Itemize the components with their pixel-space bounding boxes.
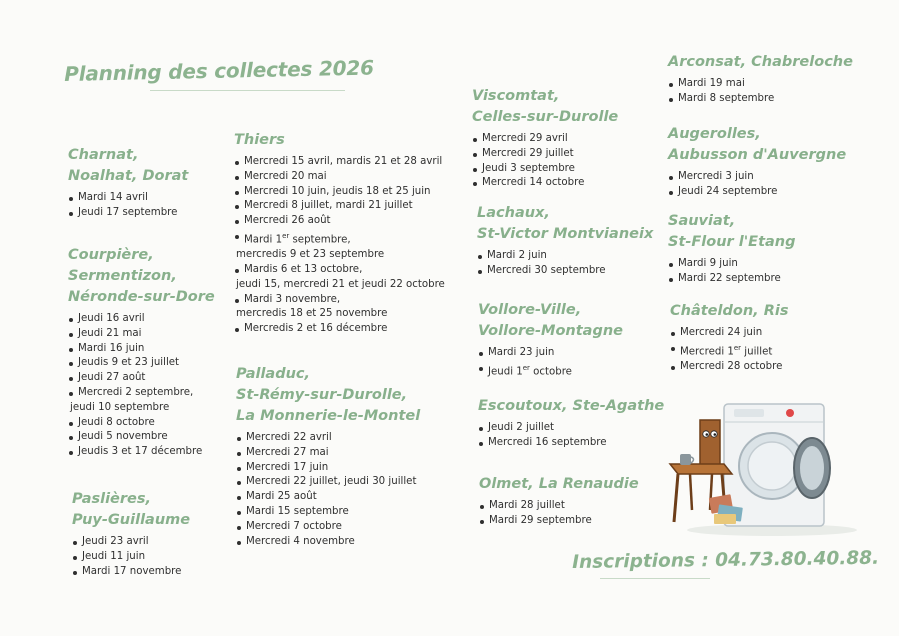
block-heading: Paslières, Puy-Guillaume [72, 491, 191, 528]
date-list [668, 77, 853, 107]
date-item-continued: mercredis 9 et 23 septembre [236, 249, 385, 261]
date-item: Mardi 14 avril [68, 191, 188, 206]
block-heading: Sauviat, St-Flour l'Etang [668, 213, 796, 250]
date-item: Mercredi 3 juin [668, 170, 846, 185]
date-item: Jeudi 23 avril [72, 535, 190, 550]
date-list [478, 346, 623, 380]
date-item: Jeudi 1er octobre [478, 361, 623, 380]
date-item: Mercredi 7 octobre [236, 520, 420, 535]
title-underline [150, 90, 345, 91]
block-chateldon [670, 301, 788, 375]
date-item: Mercredi 28 octobre [670, 360, 788, 375]
block-thiers [234, 130, 445, 337]
block-escoutoux [478, 396, 664, 451]
block-heading: Viscomtat, Celles-sur-Durolle [472, 88, 619, 125]
block-heading: Olmet, La Renaudie [479, 476, 639, 492]
date-item: Mardi 9 juin [668, 257, 795, 272]
date-list [72, 535, 190, 579]
date-item: Jeudis 9 et 23 juillet [68, 356, 215, 371]
date-item: Mardi 22 septembre [668, 272, 795, 287]
date-item: Jeudi 8 octobre [68, 416, 215, 431]
block-heading: Courpière, Sermentizon, Néronde-sur-Dore [68, 247, 215, 305]
date-list [68, 312, 215, 460]
date-item: Mercredi 10 juin, jeudis 18 et 25 juin [234, 185, 445, 200]
date-list [236, 431, 420, 549]
block-courpiere [68, 245, 215, 460]
date-item: Jeudis 3 et 17 décembre [68, 445, 215, 460]
block-paslieres [72, 489, 190, 579]
block-viscomtat [472, 86, 618, 191]
date-list [668, 257, 795, 287]
chair-washing-machine-illustration [662, 398, 862, 538]
date-item: Jeudi 11 juin [72, 550, 190, 565]
block-vollore [478, 300, 623, 380]
date-item: Mardi 15 septembre [236, 505, 420, 520]
date-item: Mercredi 14 octobre [472, 176, 618, 191]
block-heading: Charnat, Noalhat, Dorat [68, 147, 189, 184]
block-palladuc [236, 364, 420, 549]
block-olmet [479, 474, 639, 529]
date-item: Mercredi 29 avril [472, 132, 618, 147]
date-item: Jeudi 16 avril [68, 312, 215, 327]
date-item: Jeudi 24 septembre [668, 185, 846, 200]
date-item: Mardi 19 mai [668, 77, 853, 92]
block-heading: Lachaux, St-Victor Montvianeix [477, 205, 654, 242]
date-list [234, 155, 445, 337]
block-heading: Escoutoux, Ste-Agathe [478, 398, 665, 414]
date-item: Mercredi 29 juillet [472, 147, 618, 162]
date-list [477, 249, 653, 279]
date-list [478, 421, 664, 451]
date-item: Mardi 1er septembre, [234, 229, 445, 248]
block-heading: Vollore-Ville, Vollore-Montagne [478, 302, 623, 339]
date-item: Mercredis 2 et 16 décembre [234, 322, 445, 337]
date-item: Mercredi 27 mai [236, 446, 420, 461]
date-item: Mardi 3 novembre, [234, 293, 445, 308]
date-item: Jeudi 3 septembre [472, 162, 618, 177]
date-list [472, 132, 618, 191]
date-item-continued: jeudi 10 septembre [70, 401, 170, 413]
date-item: Mardi 8 septembre [668, 92, 853, 107]
date-item: Mercredi 2 septembre, [68, 386, 215, 401]
inscriptions-phone: Inscriptions : 04.73.80.40.88. [572, 547, 880, 573]
date-item: Mardi 23 juin [478, 346, 623, 361]
date-item: Mardi 29 septembre [479, 514, 639, 529]
date-item: Mercredi 22 avril [236, 431, 420, 446]
date-item: Mardi 17 novembre [72, 565, 190, 580]
date-item: Mardis 6 et 13 octobre, [234, 263, 445, 278]
block-sauviat [668, 211, 795, 287]
date-item: Mercredi 30 septembre [477, 264, 653, 279]
date-item: Jeudi 17 septembre [68, 206, 188, 221]
date-item: Jeudi 5 novembre [68, 430, 215, 445]
block-augerolles [668, 124, 846, 200]
date-item: Mercredi 24 juin [670, 326, 788, 341]
date-item: Mercredi 20 mai [234, 170, 445, 185]
date-item: Jeudi 27 août [68, 371, 215, 386]
date-item: Mercredi 17 juin [236, 461, 420, 476]
block-heading: Augerolles, Aubusson d'Auvergne [668, 126, 847, 163]
block-heading: Palladuc, St-Rémy-sur-Durolle, La Monnerie-le-Montel [236, 366, 421, 424]
block-lachaux [477, 203, 653, 279]
date-item: Mercredi 22 juillet, jeudi 30 juillet [236, 475, 420, 490]
date-item: Mercredi 16 septembre [478, 436, 664, 451]
block-heading: Thiers [234, 132, 285, 148]
date-item: Mardi 2 juin [477, 249, 653, 264]
date-item-continued: mercredis 18 et 25 novembre [236, 308, 388, 320]
date-item: Mercredi 15 avril, mardis 21 et 28 avril [234, 155, 445, 170]
date-item: Mardi 16 juin [68, 342, 215, 357]
date-item: Jeudi 2 juillet [478, 421, 664, 436]
date-list [670, 326, 788, 375]
date-list [668, 170, 846, 200]
date-item: Mercredi 4 novembre [236, 535, 420, 550]
page-title: Planning des collectes 2026 [64, 55, 375, 86]
block-heading: Arconsat, Chabreloche [668, 54, 853, 70]
date-item-continued: jeudi 15, mercredi 21 et jeudi 22 octobre [236, 278, 445, 290]
date-list [479, 499, 639, 529]
date-list [68, 191, 188, 221]
date-item: Mercredi 8 juillet, mardi 21 juillet [234, 199, 445, 214]
date-item: Mardi 25 août [236, 490, 420, 505]
block-charnat [68, 145, 188, 221]
footer-underline [600, 578, 710, 579]
block-arconsat [668, 52, 853, 107]
date-item: Mercredi 26 août [234, 214, 445, 229]
date-item: Jeudi 21 mai [68, 327, 215, 342]
date-item: Mardi 28 juillet [479, 499, 639, 514]
date-item: Mercredi 1er juillet [670, 341, 788, 360]
block-heading: Châteldon, Ris [670, 303, 789, 319]
